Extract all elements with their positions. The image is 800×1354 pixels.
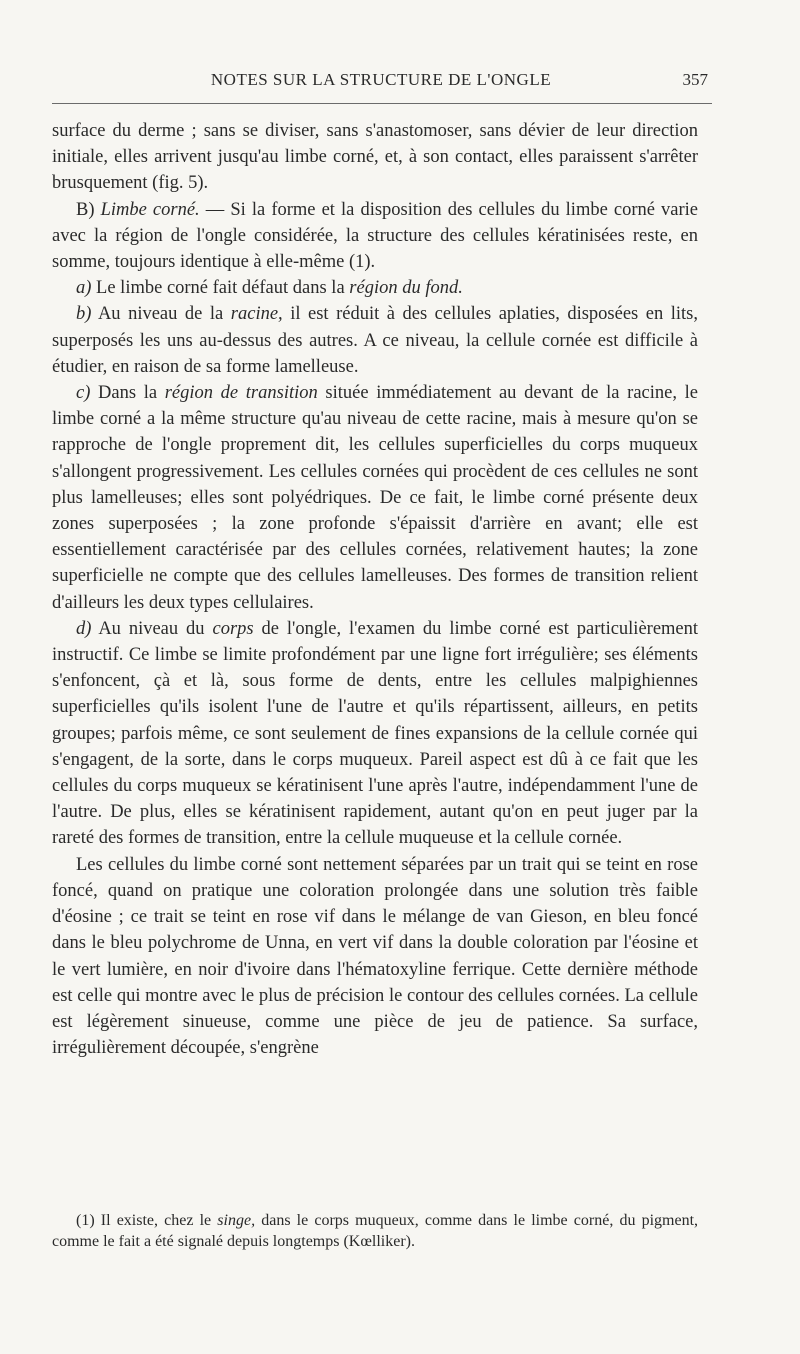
footnote-marker: (1) xyxy=(76,1212,95,1229)
body-text xyxy=(52,118,698,1061)
header-rule xyxy=(52,103,712,104)
paragraph-limbe-corne: B) Limbe corné. — Si la forme et la disposition des cellules du limbe corné varie avec la région de l'ongle considérée, la structure des cellules kératinisées reste, en somme, toujours identique à elle-même (1). xyxy=(52,199,699,273)
paragraph-cellules: Les cellules du limbe corné sont nettement séparées par un trait qui se teint en rose foncé, quand on pratique une coloration prolongée dans une solution très faible d'éosine ; ce trait se teint en rose vif dans le mélange de van Gieson, en bleu foncé dans le bleu polychrome de Unna, en vert vif dans la double coloration par l'éosine et le vert lumière, en noir d'ivoire dans l'hématoxyline ferrique. Cette dernière méthode est celle qui montre avec le plus de précision le contour des cellules cornées. La cellule est légèrement sinueuse, comme une pièce de jeu de patience. Sa surface, irrégulièrement découpée, s'engrène xyxy=(52,854,698,1059)
running-header xyxy=(52,66,710,96)
paragraph-b: b) Au niveau de la racine, il est réduit à des cellules aplaties, disposées en lits, superposés les uns au-dessus des autres. A ce niveau, la cellule cornée est difficile à étudier, en raison de sa forme lamelleuse. xyxy=(52,304,699,377)
paragraph-a: a) Le limbe corné fait défaut dans la région du fond. xyxy=(76,278,463,299)
page-number: 357 xyxy=(682,70,708,89)
footnote: (1) Il existe, chez le singe, dans le corps muqueux, comme dans le limbe corné, du pigment, comme le fait a été signalé depuis longtemps (Kœlliker). xyxy=(52,1212,699,1250)
running-title: NOTES SUR LA STRUCTURE DE L'ONGLE xyxy=(210,70,552,89)
paragraph-c: c) Dans la région de transition située immédiatement au devant de la racine, le limbe corné a la même structure qu'au niveau de cette racine, mais à mesure qu'on se rapproche de l'ongle proprement dit, les cellules superficielles du corps muqueux s'allongent progressivement. Les cellules cornées qui procèdent de ces cellules ne sont plus lamelleuses; elles sont polyédriques. De ce fait, le limbe corné présente deux zones superposées ; la zone profonde s'épaissit d'arrière en avant; elle est essentiellement caractérisée par des cellules cornées, relativement hautes; la zone superficielle ne compte que des cellules lamelleuses. Des formes de transition relient d'ailleurs les deux types cellulaires. xyxy=(52,383,698,613)
paragraph-d: d) Au niveau du corps de l'ongle, l'examen du limbe corné est particulièrement instructif. Ce limbe se limite profondément par une ligne fort irrégulière; ses éléments s'enfoncent, çà et là, sous forme de dents, entre les cellules malpighiennes superficielles qu'ils isolent l'une de l'autre et qu'ils répartissent, ailleurs, en petits groupes; parfois même, ce sont seulement de fines expansions de la cellule cornée qui s'engagent, de la sorte, dans le corps muqueux. Pareil aspect est dû à ce fait que les cellules du corps muqueux se kératinisent l'une après l'autre, indépendamment l'une de l'autre. De plus, elles se kératinisent rapidement, autant qu'on en peut juger par la rareté des formes de transition, entre la cellule muqueuse et la cellule cornée. xyxy=(52,618,699,849)
paragraph-continuation: surface du derme ; sans se diviser, sans s'anastomoser, sans dévier de leur direction initiale, elles arrivent jusqu'au limbe corné, et, à son contact, elles paraissent s'arrêter brusquement (fig. 5). xyxy=(52,121,698,194)
